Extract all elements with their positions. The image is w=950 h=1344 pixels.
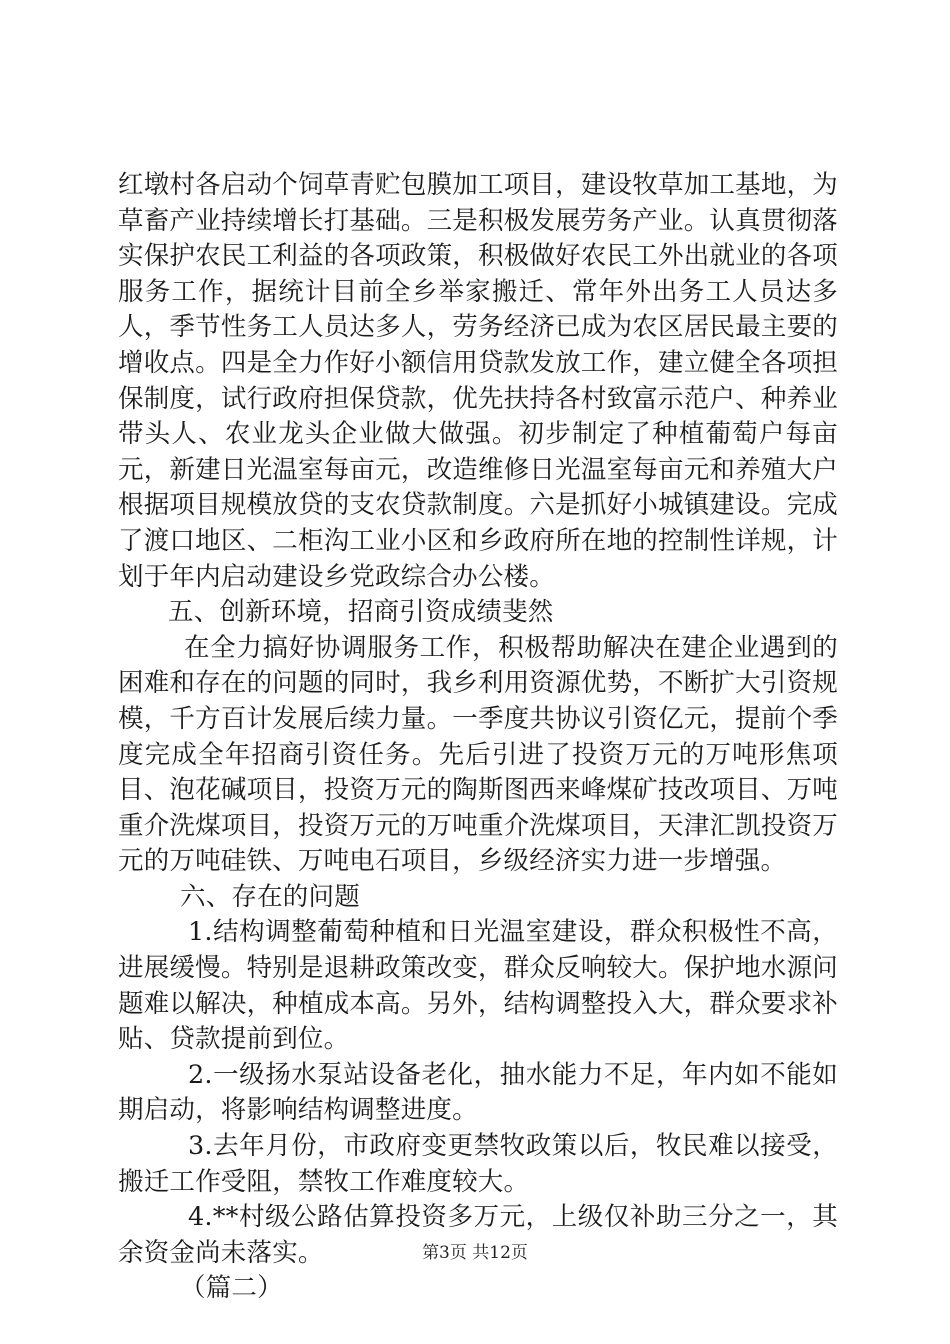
section-heading-problems: 六、存在的问题: [180, 881, 360, 912]
section-heading-investment: 五、创新环境，招商引资成绩斐然: [168, 597, 554, 628]
problem-item-3: 3.去年月份，市政府变更禁牧政策以后，牧民难以接受，搬迁工作受阻，禁牧工作难度较大。: [118, 1131, 838, 1197]
problem-item-1: 1.结构调整葡萄种植和日光温室建设，群众积极性不高，进展缓慢。特别是退耕政策改变，群众反响较大。保护地水源问题难以解决，种植成本高。另外，结构调整投入大，群众要求补贴、贷款提前到位。: [118, 917, 838, 1055]
paragraph-investment: 在全力搞好协调服务工作，积极帮助解决在建企业遇到的困难和存在的问题的同时，我乡利用资源优势，不断扩大引资规模，千方百计发展后续力量。一季度共协议引资亿元，提前个季度完成全年招商引资任务。先后引进了投资万元的万吨形焦项目、泡花碱项目，投资万元的陶斯图西来峰煤矿技改项目、万吨重介洗煤项目，投资万元的万吨重介洗煤项目，天津汇凯投资万元的万吨硅铁、万吨电石项目，乡级经济实力进一步增强。: [118, 632, 838, 877]
problem-item-4: 4.**村级公路估算投资多万元，上级仅补助三分之一，其余资金尚未落实。: [118, 1202, 838, 1268]
problem-item-2: 2.一级扬水泵站设备老化，抽水能力不足，年内如不能如期启动，将影响结构调整进度。: [118, 1059, 838, 1126]
document-body: [118, 168, 838, 1307]
section-marker-part-two: （篇二）: [180, 1273, 283, 1304]
page-number-footer: 第3页 共12页: [422, 1243, 528, 1263]
paragraph-industry-development: 红墩村各启动个饲草青贮包膜加工项目，建设牧草加工基地，为草畜产业持续增长打基础。三是积极发展劳务产业。认真贯彻落实保护农民工利益的各项政策，积极做好农民工外出就业的各项服务工作，据统计目前全乡举家搬迁、常年外出务工人员达多人，季节性务工人员达多人，劳务经济已成为农区居民最主要的增收点。四是全力作好小额信用贷款发放工作，建立健全各项担保制度，试行政府担保贷款，优先扶持各村致富示范户、种养业带头人、农业龙头企业做大做强。初步制定了种植葡萄户每亩元，新建日光温室每亩元，改造维修日光温室每亩元和养殖大户根据项目规模放贷的支农贷款制度。六是抓好小城镇建设。完成了渡口地区、二柜沟工业小区和乡政府所在地的控制性详规，计划于年内启动建设乡党政综合办公楼。: [118, 170, 838, 592]
